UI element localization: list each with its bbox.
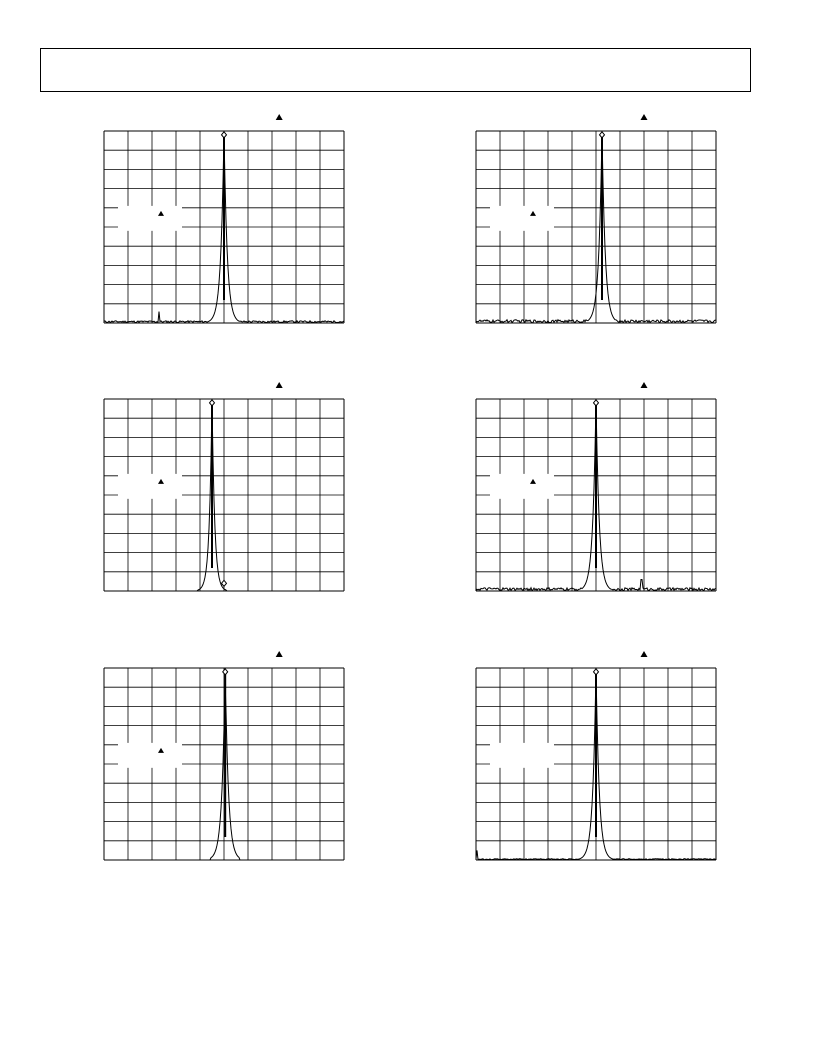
label-box — [118, 743, 182, 768]
top-marker-triangle — [276, 651, 283, 657]
spectrum-svg — [103, 110, 345, 326]
peak-marker — [210, 400, 215, 406]
top-marker-triangle — [641, 382, 648, 388]
spectrum-plot-bottom-left — [103, 647, 345, 841]
spectrum-svg — [475, 647, 717, 863]
spectrum-plot-top-right — [475, 110, 717, 304]
spectrum-svg — [103, 378, 345, 594]
top-marker-triangle — [276, 382, 283, 388]
peak-marker — [594, 400, 599, 406]
spectrum-svg — [475, 110, 717, 326]
page-header-box — [40, 48, 751, 92]
peak-marker — [222, 132, 227, 138]
label-box — [490, 474, 554, 499]
label-box — [118, 474, 182, 499]
peak-marker — [600, 132, 605, 138]
spectrum-plot-middle-right — [475, 378, 717, 572]
top-marker-triangle — [641, 651, 648, 657]
spectrum-svg — [103, 647, 345, 863]
secondary-marker — [222, 580, 227, 586]
spectrum-plot-middle-left — [103, 378, 345, 572]
label-box — [490, 743, 554, 768]
label-box — [490, 206, 554, 231]
spectrum-svg — [475, 378, 717, 594]
label-box — [118, 206, 182, 231]
peak-marker — [594, 669, 599, 675]
top-marker-triangle — [276, 114, 283, 120]
spectrum-plot-bottom-right — [475, 647, 717, 841]
peak-marker — [223, 669, 228, 675]
spectrum-plot-top-left — [103, 110, 345, 304]
top-marker-triangle — [641, 114, 648, 120]
